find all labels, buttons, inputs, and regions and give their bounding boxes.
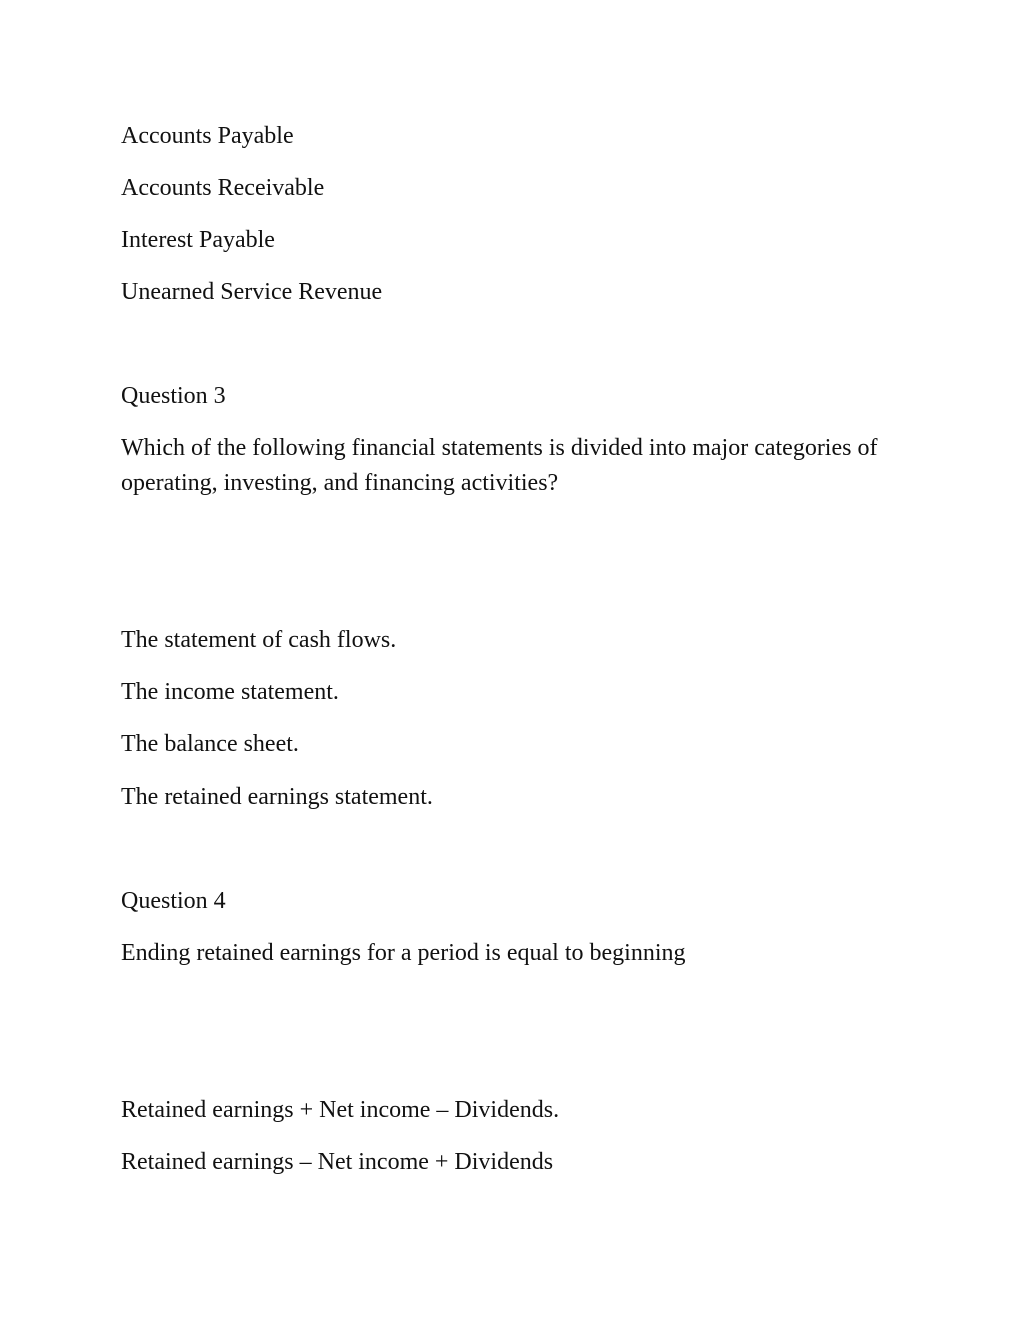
question-4-text: Ending retained earnings for a period is equal to beginning — [121, 940, 686, 966]
q4-option-1: Retained earnings + Net income – Dividends. — [121, 1097, 560, 1123]
question-3-text: Which of the following financial statements is divided into major categories of operating, investing, and financing activities? — [121, 435, 878, 496]
q2-option-2: Accounts Receivable — [121, 175, 325, 201]
question-3-heading: Question 3 — [121, 383, 226, 409]
q4-option-2: Retained earnings – Net income + Dividends — [121, 1149, 554, 1175]
q3-option-3: The balance sheet. — [121, 731, 299, 757]
q3-option-1: The statement of cash flows. — [121, 627, 397, 653]
question-4-heading: Question 4 — [121, 888, 226, 914]
q2-option-4: Unearned Service Revenue — [121, 279, 383, 305]
q3-option-2: The income statement. — [121, 679, 339, 705]
q3-option-4: The retained earnings statement. — [121, 784, 433, 810]
q2-option-3: Interest Payable — [121, 227, 275, 253]
q2-option-1: Accounts Payable — [121, 123, 294, 149]
